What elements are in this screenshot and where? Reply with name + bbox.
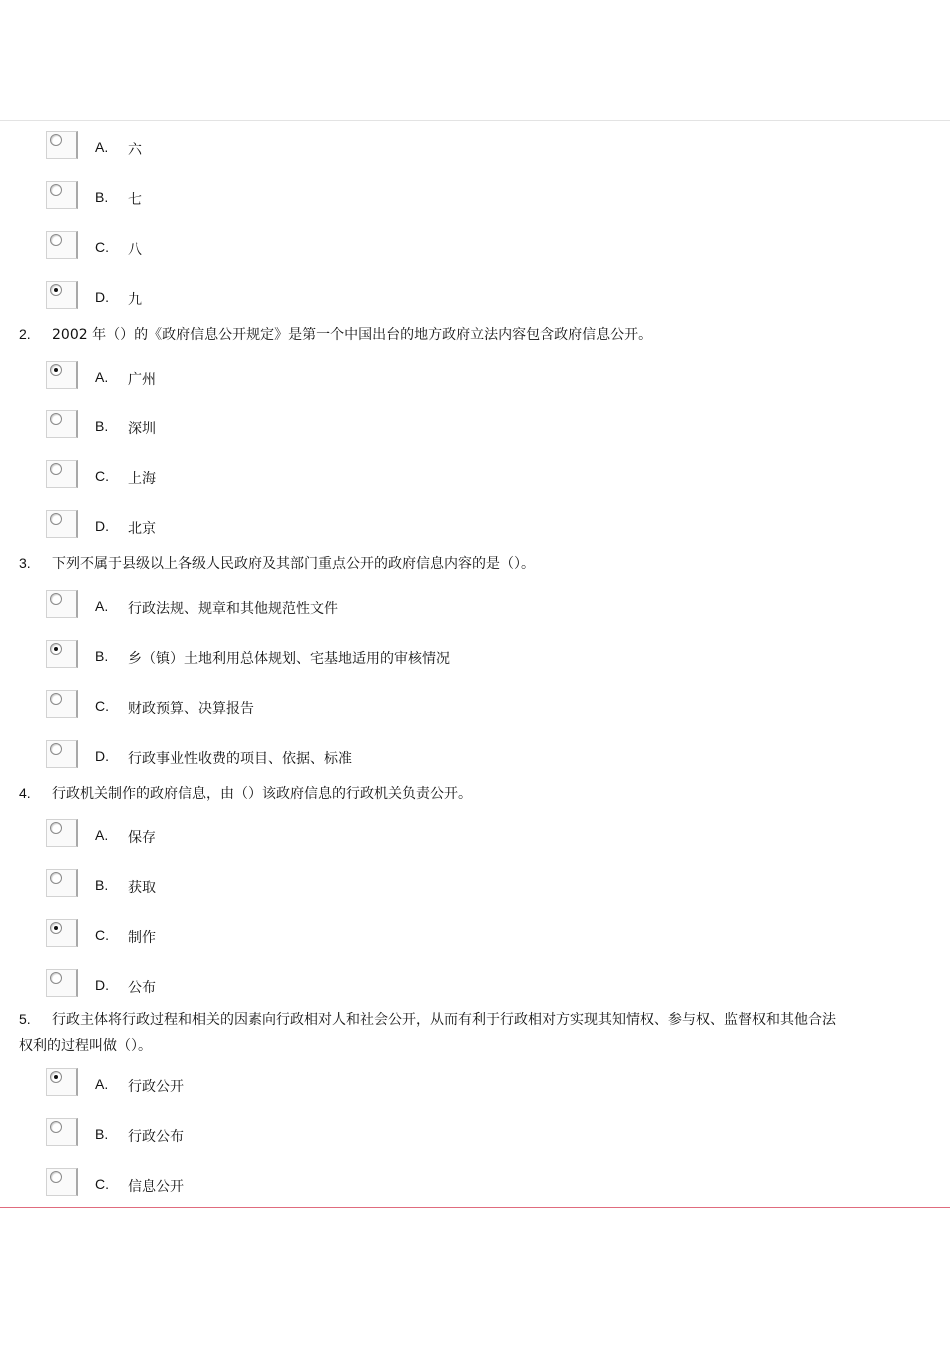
radio-button[interactable] bbox=[46, 460, 78, 488]
question-text: 下列不属于县级以上各级人民政府及其部门重点公开的政府信息内容的是（）。 bbox=[52, 556, 535, 572]
question-number: 2. bbox=[19, 326, 31, 342]
option-q1-a[interactable] bbox=[0, 131, 560, 167]
option-text: 保存 bbox=[128, 830, 156, 846]
radio-checked-icon bbox=[50, 643, 62, 655]
radio-button[interactable] bbox=[46, 740, 78, 768]
option-text: 行政公开 bbox=[128, 1079, 184, 1095]
radio-circle-icon bbox=[50, 693, 62, 705]
option-q2-b[interactable] bbox=[0, 410, 560, 446]
option-text: 七 bbox=[128, 192, 142, 208]
option-text: 深圳 bbox=[128, 421, 156, 437]
option-letter: A. bbox=[95, 369, 109, 385]
option-text: 九 bbox=[128, 292, 142, 308]
radio-circle-icon bbox=[50, 463, 62, 475]
option-letter: D. bbox=[95, 289, 109, 305]
radio-circle-icon bbox=[50, 972, 62, 984]
question-number: 3. bbox=[19, 555, 31, 571]
option-letter: B. bbox=[95, 189, 109, 205]
radio-button[interactable] bbox=[46, 510, 78, 538]
option-letter: D. bbox=[95, 518, 109, 534]
option-q4-d[interactable] bbox=[0, 969, 560, 1005]
option-q5-c[interactable] bbox=[0, 1168, 560, 1204]
option-text: 北京 bbox=[128, 521, 156, 537]
option-letter: D. bbox=[95, 748, 109, 764]
radio-checked-icon bbox=[50, 284, 62, 296]
option-letter: B. bbox=[95, 418, 109, 434]
option-q3-b[interactable] bbox=[0, 640, 560, 676]
bottom-divider bbox=[0, 1207, 950, 1208]
radio-button[interactable] bbox=[46, 281, 78, 309]
question-text: 2002 年（）的《政府信息公开规定》是第一个中国出台的地方政府立法内容包含政府信息公开。 bbox=[52, 327, 653, 343]
top-divider bbox=[0, 120, 950, 121]
option-text: 乡（镇）土地利用总体规划、宅基地适用的审核情况 bbox=[128, 651, 450, 667]
option-q4-c[interactable] bbox=[0, 919, 560, 955]
option-q4-b[interactable] bbox=[0, 869, 560, 905]
option-q3-d[interactable] bbox=[0, 740, 560, 776]
option-letter: D. bbox=[95, 977, 109, 993]
question-text: 行政机关制作的政府信息，由（）该政府信息的行政机关负责公开。 bbox=[52, 786, 472, 802]
option-letter: C. bbox=[95, 239, 109, 255]
radio-circle-icon bbox=[50, 822, 62, 834]
option-text: 行政法规、规章和其他规范性文件 bbox=[128, 601, 338, 617]
option-letter: C. bbox=[95, 698, 109, 714]
option-text: 广州 bbox=[128, 372, 156, 388]
option-letter: C. bbox=[95, 1176, 109, 1192]
radio-button[interactable] bbox=[46, 640, 78, 668]
radio-button[interactable] bbox=[46, 410, 78, 438]
option-letter: B. bbox=[95, 1126, 109, 1142]
option-q3-c[interactable] bbox=[0, 690, 560, 726]
option-q1-c[interactable] bbox=[0, 231, 560, 267]
radio-button[interactable] bbox=[46, 869, 78, 897]
radio-checked-icon bbox=[50, 364, 62, 376]
option-text: 制作 bbox=[128, 930, 156, 946]
option-text: 行政公布 bbox=[128, 1129, 184, 1145]
radio-button[interactable] bbox=[46, 1168, 78, 1196]
radio-button[interactable] bbox=[46, 1068, 78, 1096]
radio-button[interactable] bbox=[46, 919, 78, 947]
option-letter: B. bbox=[95, 877, 109, 893]
radio-button[interactable] bbox=[46, 690, 78, 718]
radio-checked-icon bbox=[50, 922, 62, 934]
radio-button[interactable] bbox=[46, 231, 78, 259]
option-letter: A. bbox=[95, 1076, 109, 1092]
option-q4-a[interactable] bbox=[0, 819, 560, 855]
option-letter: A. bbox=[95, 598, 109, 614]
question-3-stem bbox=[19, 550, 839, 577]
radio-checked-icon bbox=[50, 1071, 62, 1083]
option-letter: A. bbox=[95, 827, 109, 843]
question-2-stem bbox=[19, 321, 839, 348]
option-text: 信息公开 bbox=[128, 1179, 184, 1195]
option-q2-a[interactable] bbox=[0, 361, 560, 397]
option-q5-a[interactable] bbox=[0, 1068, 560, 1104]
radio-circle-icon bbox=[50, 593, 62, 605]
radio-circle-icon bbox=[50, 234, 62, 246]
radio-button[interactable] bbox=[46, 131, 78, 159]
option-text: 获取 bbox=[128, 880, 156, 896]
option-q3-a[interactable] bbox=[0, 590, 560, 626]
radio-circle-icon bbox=[50, 743, 62, 755]
option-text: 六 bbox=[128, 142, 142, 158]
option-q1-d[interactable] bbox=[0, 281, 560, 317]
radio-button[interactable] bbox=[46, 819, 78, 847]
option-text: 八 bbox=[128, 242, 142, 258]
question-number: 4. bbox=[19, 785, 31, 801]
option-letter: C. bbox=[95, 468, 109, 484]
question-number: 5. bbox=[19, 1011, 31, 1027]
option-q2-d[interactable] bbox=[0, 510, 560, 546]
option-q5-b[interactable] bbox=[0, 1118, 560, 1154]
radio-circle-icon bbox=[50, 413, 62, 425]
question-text: 行政主体将行政过程和相关的因素向行政相对人和社会公开，从而有利于行政相对方实现其知情权、参与权、监督权和其他合法权利的过程叫做（）。 bbox=[19, 1012, 836, 1054]
option-letter: A. bbox=[95, 139, 109, 155]
radio-button[interactable] bbox=[46, 361, 78, 389]
radio-circle-icon bbox=[50, 1171, 62, 1183]
question-5-stem bbox=[19, 1006, 839, 1059]
question-4-stem bbox=[19, 780, 839, 807]
radio-circle-icon bbox=[50, 184, 62, 196]
radio-circle-icon bbox=[50, 872, 62, 884]
radio-button[interactable] bbox=[46, 181, 78, 209]
radio-circle-icon bbox=[50, 1121, 62, 1133]
radio-button[interactable] bbox=[46, 1118, 78, 1146]
radio-button[interactable] bbox=[46, 969, 78, 997]
option-text: 财政预算、决算报告 bbox=[128, 701, 254, 717]
radio-button[interactable] bbox=[46, 590, 78, 618]
radio-circle-icon bbox=[50, 134, 62, 146]
option-text: 行政事业性收费的项目、依据、标准 bbox=[128, 751, 352, 767]
option-letter: B. bbox=[95, 648, 109, 664]
option-text: 上海 bbox=[128, 471, 156, 487]
option-letter: C. bbox=[95, 927, 109, 943]
option-text: 公布 bbox=[128, 980, 156, 996]
radio-circle-icon bbox=[50, 513, 62, 525]
option-q1-b[interactable] bbox=[0, 181, 560, 217]
option-q2-c[interactable] bbox=[0, 460, 560, 496]
